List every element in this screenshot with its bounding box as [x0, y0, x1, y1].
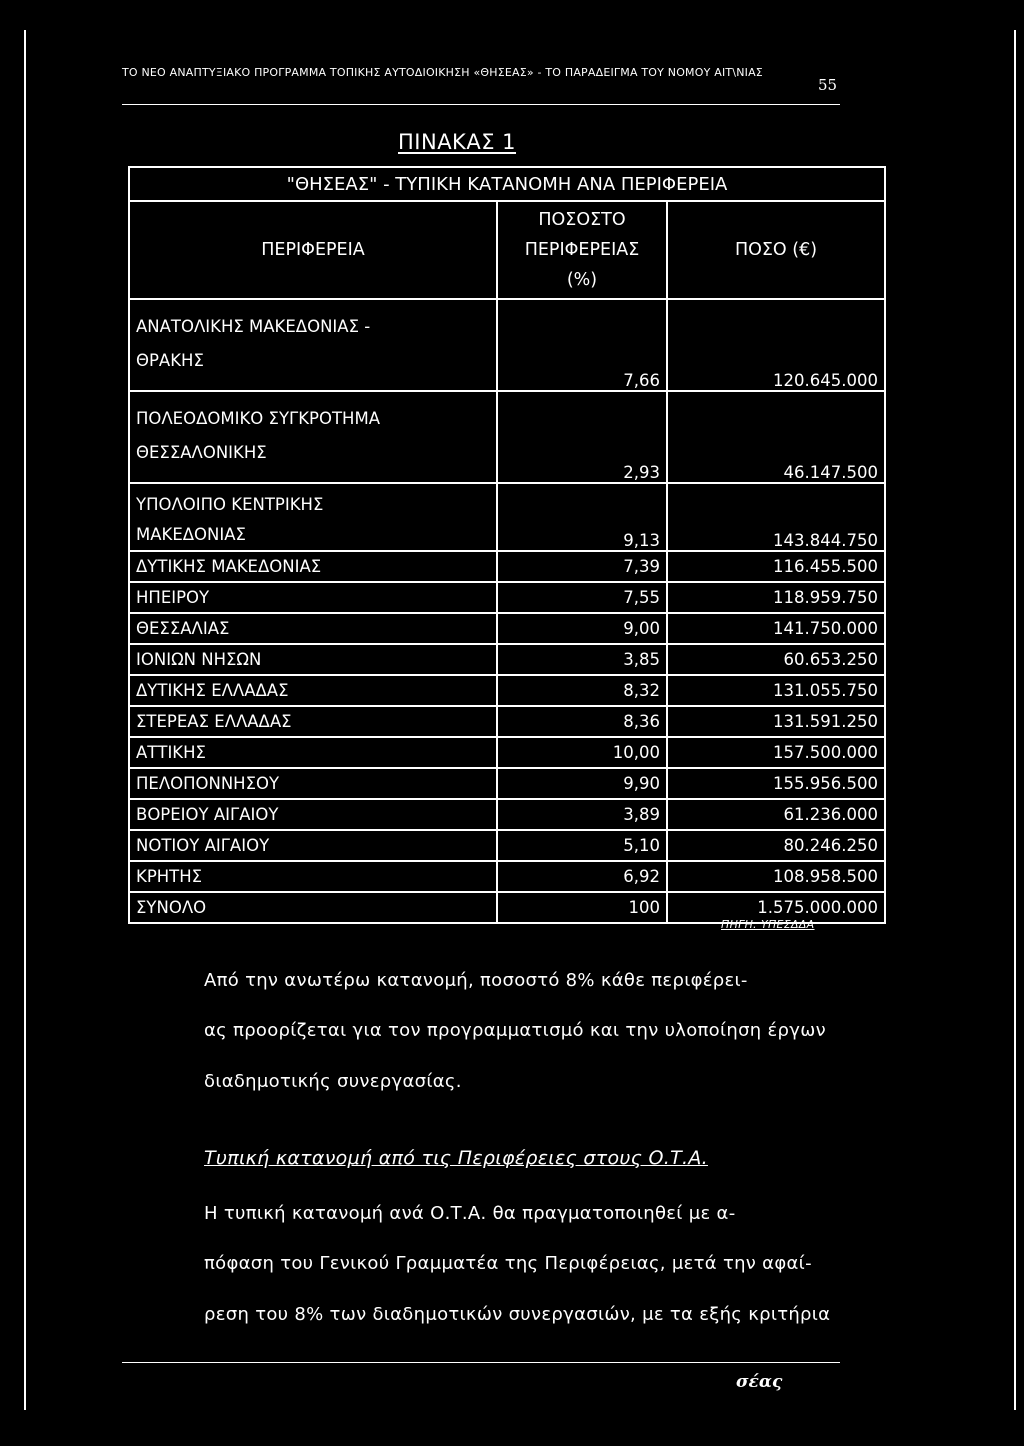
table-label: ΠΙΝΑΚΑΣ 1	[398, 130, 517, 154]
percentage-cell: 100	[497, 892, 667, 923]
amount-cell: 60.653.250	[667, 644, 885, 675]
region-cell: ΒΟΡΕΙΟΥ ΑΙΓΑΙΟΥ	[129, 799, 497, 830]
table-row	[129, 737, 885, 768]
table-row	[129, 391, 885, 483]
table-row	[129, 861, 885, 892]
column-header-percentage-line: ΠΟΣΟΣΤΟ	[538, 210, 626, 230]
header-rule	[122, 104, 840, 105]
column-header-percentage-line: (%)	[566, 270, 598, 290]
table-row	[129, 768, 885, 799]
percentage-cell: 7,55	[497, 582, 667, 613]
page-number: 55	[818, 76, 838, 94]
region-cell: ΘΕΣΣΑΛΙΑΣ	[129, 613, 497, 644]
amount-cell: 143.844.750	[667, 483, 885, 551]
percentage-cell: 10,00	[497, 737, 667, 768]
paragraph-line: Από την ανωτέρω κατανομή, ποσοστό 8% κάθε περιφέρει-	[204, 970, 748, 991]
table-row	[129, 299, 885, 391]
amount-cell: 120.645.000	[667, 299, 885, 391]
region-cell: ΣΥΝΟΛΟ	[129, 892, 497, 923]
region-cell: ΑΤΤΙΚΗΣ	[129, 737, 497, 768]
percentage-cell: 6,92	[497, 861, 667, 892]
percentage-cell: 9,90	[497, 768, 667, 799]
table-row	[129, 799, 885, 830]
region-cell: ΗΠΕΙΡΟΥ	[129, 582, 497, 613]
table-row	[129, 706, 885, 737]
percentage-cell: 9,13	[497, 483, 667, 551]
percentage-cell: 7,39	[497, 551, 667, 582]
amount-cell: 131.591.250	[667, 706, 885, 737]
right-edge-rule	[1014, 30, 1016, 1410]
table-caption-row	[129, 167, 885, 201]
paragraph-line: ας προορίζεται για τον προγραμματισμό και την υλοποίηση έργων	[204, 1020, 826, 1041]
column-header-amount: ΠΟΣΟ (€)	[667, 201, 885, 299]
table-row	[129, 582, 885, 613]
region-name-line: ΠΟΛΕΟΔΟΜΙΚΟ ΣΥΓΚΡΟΤΗΜΑ	[136, 409, 380, 428]
percentage-cell: 8,36	[497, 706, 667, 737]
left-margin-rule	[24, 30, 26, 1410]
amount-cell: 118.959.750	[667, 582, 885, 613]
amount-cell: 108.958.500	[667, 861, 885, 892]
region-cell: ΠΕΛΟΠΟΝΝΗΣΟΥ	[129, 768, 497, 799]
percentage-cell: 2,93	[497, 391, 667, 483]
region-cell: ΝΟΤΙΟΥ ΑΙΓΑΙΟΥ	[129, 830, 497, 861]
footer-mark: σέας	[736, 1372, 783, 1392]
paragraph-line: διαδημοτικής συνεργασίας.	[204, 1071, 462, 1092]
amount-cell: 155.956.500	[667, 768, 885, 799]
region-name-line: ΜΑΚΕΔΟΝΙΑΣ	[136, 525, 246, 544]
running-head: ΤΟ ΝΕΟ ΑΝΑΠΤΥΞΙΑΚΟ ΠΡΟΓΡΑΜΜΑ ΤΟΠΙΚΗΣ ΑΥΤΟΔΙΟΙΚΗΣΗ «ΘΗΣΕΑΣ» - ΤΟ ΠΑΡΑΔΕΙΓΜΑ ΤΟΥ ΝΟΜΟΥ ΑΙΤ\ΝΙΑΣ	[122, 66, 763, 79]
amount-cell: 46.147.500	[667, 391, 885, 483]
table-row	[129, 613, 885, 644]
column-header-percentage-line: ΠΕΡΙΦΕΡΕΙΑΣ	[524, 240, 640, 260]
amount-cell: 141.750.000	[667, 613, 885, 644]
percentage-cell: 3,85	[497, 644, 667, 675]
table-row	[129, 483, 885, 551]
percentage-cell: 9,00	[497, 613, 667, 644]
paragraph-line: ρεση του 8% των διαδημοτικών συνεργασιών, με τα εξής κριτήρια	[204, 1304, 831, 1325]
paragraph-line: Η τυπική κατανομή ανά Ο.Τ.Α. θα πραγματοποιηθεί με α-	[204, 1203, 736, 1224]
paragraph-line: πόφαση του Γενικού Γραμματέα της Περιφέρειας, μετά την αφαί-	[204, 1253, 812, 1274]
region-name-line: ΑΝΑΤΟΛΙΚΗΣ ΜΑΚΕΔΟΝΙΑΣ -	[136, 317, 371, 336]
table-header-row	[129, 201, 885, 299]
amount-cell: 80.246.250	[667, 830, 885, 861]
percentage-cell: 5,10	[497, 830, 667, 861]
region-name-line: ΘΡΑΚΗΣ	[136, 351, 204, 370]
table-row	[129, 551, 885, 582]
table-row	[129, 830, 885, 861]
distribution-table	[128, 166, 886, 924]
region-cell: ΙΟΝΙΩΝ ΝΗΣΩΝ	[129, 644, 497, 675]
table-source-note: ΠΗΓΗ: ΥΠΕΣΔΔΑ	[721, 918, 815, 931]
region-cell	[129, 299, 497, 391]
region-cell	[129, 391, 497, 483]
column-header-percentage	[497, 201, 667, 299]
region-cell: ΣΤΕΡΕΑΣ ΕΛΛΑΔΑΣ	[129, 706, 497, 737]
amount-cell: 1.575.000.000	[667, 892, 885, 923]
amount-cell: 61.236.000	[667, 799, 885, 830]
region-cell	[129, 483, 497, 551]
amount-cell: 116.455.500	[667, 551, 885, 582]
region-name-line: ΘΕΣΣΑΛΟΝΙΚΗΣ	[136, 443, 267, 462]
percentage-cell: 7,66	[497, 299, 667, 391]
region-name-line: ΥΠΟΛΟΙΠΟ ΚΕΝΤΡΙΚΗΣ	[136, 495, 324, 514]
percentage-cell: 8,32	[497, 675, 667, 706]
region-cell: ΔΥΤΙΚΗΣ ΕΛΛΑΔΑΣ	[129, 675, 497, 706]
region-cell: ΔΥΤΙΚΗΣ ΜΑΚΕΔΟΝΙΑΣ	[129, 551, 497, 582]
column-header-region: ΠΕΡΙΦΕΡΕΙΑ	[129, 201, 497, 299]
percentage-cell: 3,89	[497, 799, 667, 830]
table-row	[129, 644, 885, 675]
footer-rule	[122, 1362, 840, 1363]
table-row	[129, 675, 885, 706]
amount-cell: 157.500.000	[667, 737, 885, 768]
amount-cell: 131.055.750	[667, 675, 885, 706]
region-cell: ΚΡΗΤΗΣ	[129, 861, 497, 892]
table-caption: "ΘΗΣΕΑΣ" - ΤΥΠΙΚΗ ΚΑΤΑΝΟΜΗ ΑΝΑ ΠΕΡΙΦΕΡΕΙΑ	[129, 167, 885, 201]
section-heading: Τυπική κατανομή από τις Περιφέρειες στους Ο.Τ.Α.	[204, 1147, 708, 1169]
